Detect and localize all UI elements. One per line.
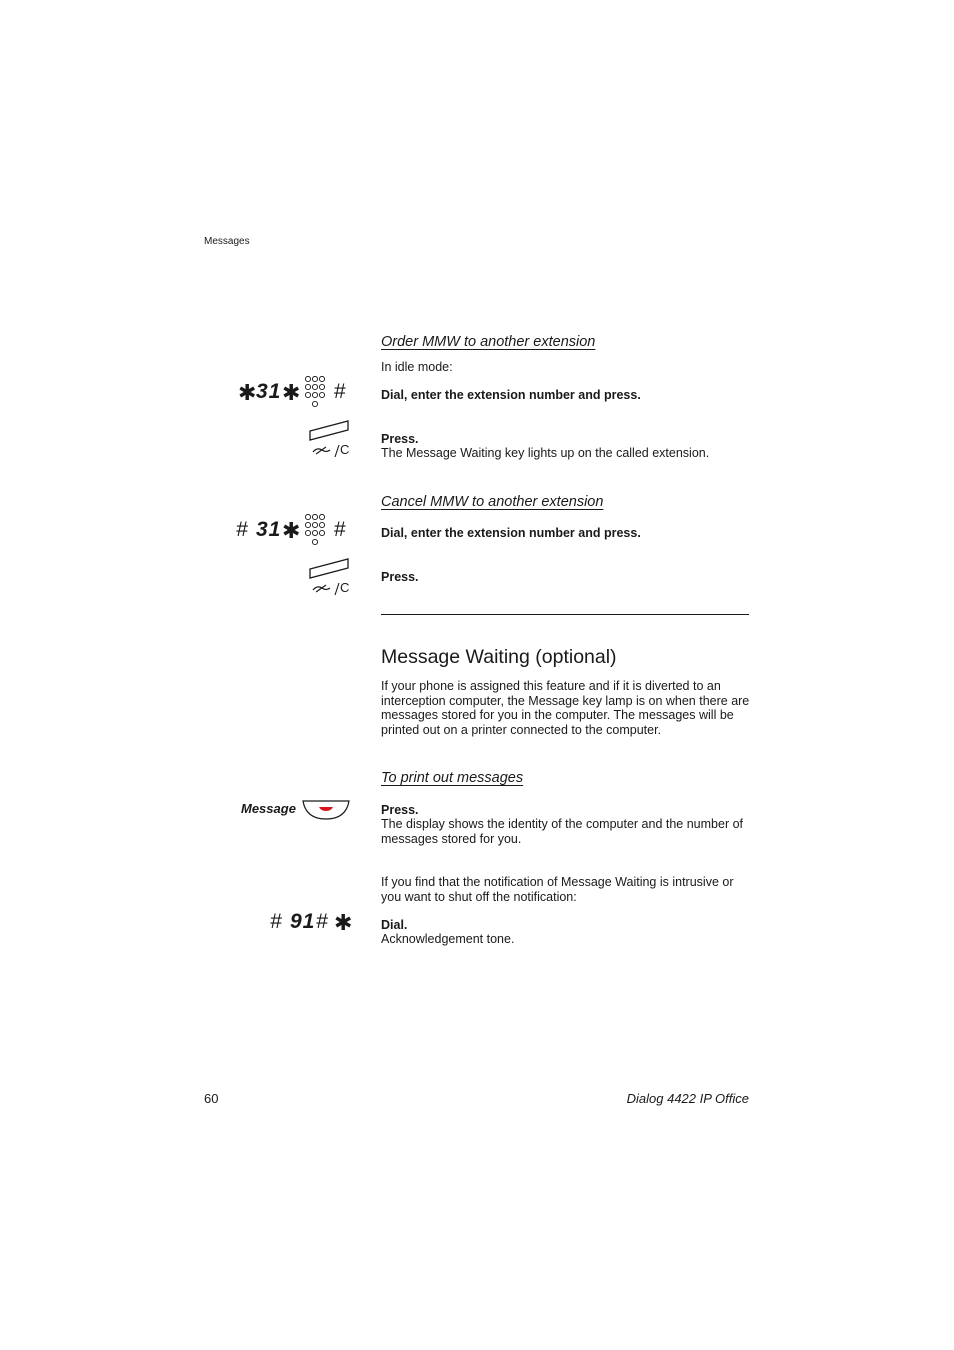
keypad-icon xyxy=(304,514,328,548)
print-step-title: Press. xyxy=(381,803,419,817)
order-step2-title: Press. xyxy=(381,432,419,446)
note-line: If you find that the notification of Message Waiting is intrusive or xyxy=(381,875,734,889)
desc-line: messages stored for you. xyxy=(381,831,522,846)
cancel-dial-sequence xyxy=(236,514,350,550)
star-key-icon: ✱ xyxy=(334,910,353,935)
order-code-digits: 31 xyxy=(256,380,282,403)
hash-key-icon: # xyxy=(334,380,346,403)
star-key-icon: ✱ xyxy=(282,518,301,543)
intro-line: messages stored for you in the computer. The messages will be xyxy=(381,708,734,722)
hash-key-icon: # xyxy=(236,518,248,541)
running-header: Messages xyxy=(204,236,250,247)
star-key-icon: ✱ xyxy=(238,380,257,405)
message-waiting-heading: Message Waiting (optional) xyxy=(381,646,617,668)
cancel-mmw-heading: Cancel MMW to another extension xyxy=(381,494,604,510)
desc-line: The display shows the identity of the computer and the number of xyxy=(381,817,744,831)
message-waiting-intro xyxy=(381,679,749,737)
order-dial-sequence xyxy=(238,376,350,412)
clear-key-label: C xyxy=(340,580,350,595)
intro-line: interception computer, the Message key lamp is on when there are xyxy=(381,693,750,708)
notification-note xyxy=(381,875,734,904)
order-step2-desc: The Message Waiting key lights up on the called extension. xyxy=(381,446,710,460)
dial-desc: Acknowledgement tone. xyxy=(381,932,515,946)
cancel-clear-key xyxy=(308,558,350,598)
product-name: Dialog 4422 IP Office xyxy=(626,1091,749,1106)
shutoff-dial-sequence xyxy=(270,908,352,938)
dial-title: Dial. xyxy=(381,918,408,932)
hash-key-icon: # xyxy=(270,910,282,933)
cancel-code-digits: 31 xyxy=(256,518,282,541)
note-line: you want to shut off the notification: xyxy=(381,889,577,904)
message-key-icon xyxy=(302,799,350,821)
hash-key-icon: # xyxy=(316,910,328,933)
message-key-label: Message xyxy=(241,801,296,816)
intro-line: printed out on a printer connected to the computer. xyxy=(381,722,662,737)
page-number: 60 xyxy=(204,1091,219,1106)
order-clear-key xyxy=(308,420,350,460)
hash-key-icon: # xyxy=(334,518,346,541)
clear-key-label: C xyxy=(340,442,350,457)
shutoff-code-digits: 91 xyxy=(290,910,316,933)
idle-mode-text: In idle mode: xyxy=(381,360,453,374)
print-step-desc xyxy=(381,817,743,846)
star-key-icon: ✱ xyxy=(282,380,301,405)
order-mmw-heading: Order MMW to another extension xyxy=(381,334,596,350)
section-divider xyxy=(381,614,749,615)
intro-line: If your phone is assigned this feature and if it is diverted to an xyxy=(381,679,721,693)
cancel-step2-title: Press. xyxy=(381,570,419,584)
order-step1-text: Dial, enter the extension number and press. xyxy=(381,388,641,402)
print-messages-heading: To print out messages xyxy=(381,770,524,786)
cancel-step1-text: Dial, enter the extension number and press. xyxy=(381,526,641,540)
keypad-icon xyxy=(304,376,328,410)
